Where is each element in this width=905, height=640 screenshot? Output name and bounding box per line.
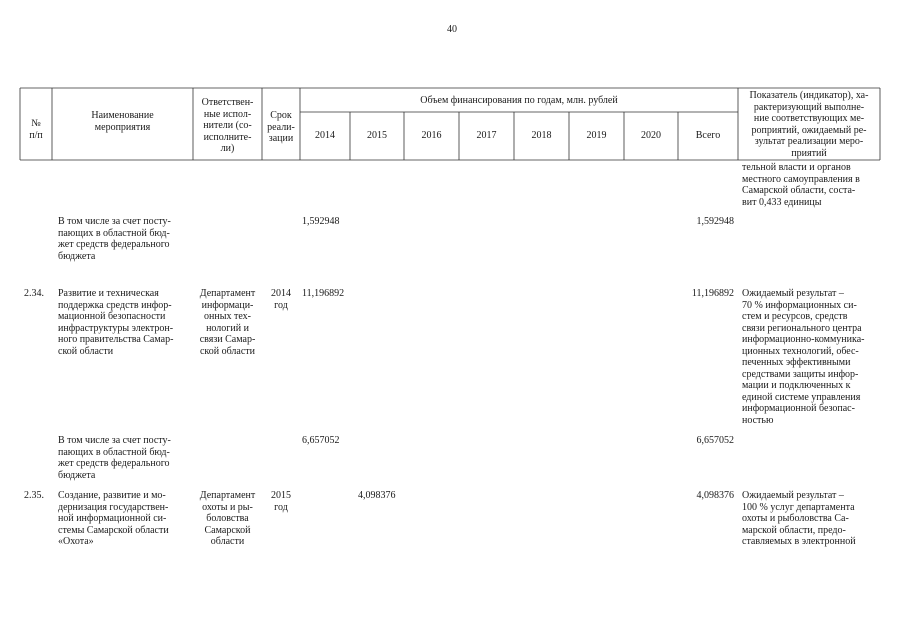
header-num: № п/п	[29, 118, 43, 141]
header-year-2019: 2019	[586, 130, 607, 141]
r235-num: 2.35.	[24, 490, 44, 501]
carry-indicator: тельной власти и органов местного самоуправления в Самарской области, соста- вит 0,433 единицы	[742, 162, 860, 208]
header-year-2015: 2015	[367, 130, 387, 141]
header-year-2014: 2014	[315, 130, 335, 141]
page-number: 40	[447, 24, 457, 35]
sub1-name: В том числе за счет посту- пающих в областной бюд- жет средств федерального бюджета	[58, 216, 171, 262]
header-indicator: Показатель (индикатор), ха- рактеризующий выполне- ние соответствующих ме- роприятий, ожидаемый ре- зультат реализации меро- приятий	[749, 90, 869, 159]
sub2-total: 6,657052	[696, 435, 734, 446]
r235-name: Создание, развитие и мо- дернизация государствен- ной информационной си- стемы Самарской области «Охота»	[58, 490, 169, 547]
r235-term: 2015 год	[271, 490, 291, 513]
header-year-2016: 2016	[421, 130, 442, 141]
header-name: Наименование мероприятия	[91, 110, 154, 133]
header-funding: Объем финансирования по годам, млн. рублей	[420, 95, 618, 106]
header-year-2020: 2020	[641, 130, 661, 141]
sub2-name: В том числе за счет посту- пающих в областной бюд- жет средств федерального бюджета	[58, 435, 171, 481]
r234-term: 2014 год	[271, 288, 291, 311]
r234-num: 2.34.	[24, 288, 44, 299]
r235-indicator: Ожидаемый результат – 100 % услуг департамента охоты и рыболовства Са- марской области, предо- ставляемых в электронной	[742, 490, 856, 547]
r234-value-2014: 11,196892	[302, 288, 345, 299]
header-year-2017: 2017	[476, 130, 497, 141]
sub2-value-2014: 6,657052	[302, 435, 340, 446]
r235-responsible: Департамент охоты и ры- боловства Самарской области	[199, 490, 256, 547]
header-year-2018: 2018	[531, 130, 552, 141]
r234-total: 11,196892	[691, 288, 734, 299]
r234-indicator: Ожидаемый результат – 70 % информационных си- стем и ресурсов, средств связи регионального центра информационно-коммуника- ционных технологий, обес- печенных эффективными средствами защиты инфор- мации и подключенных к единой системе управления информационной безопас- ностью	[742, 288, 865, 426]
r234-name: Развитие и техническая поддержка средств инфор- мационной безопасности инфраструктуры электрон- ного правительства Самар- ской области	[58, 288, 174, 357]
sub1-total: 1,592948	[696, 216, 734, 227]
header-total: Всего	[695, 130, 721, 141]
header-responsible: Ответствен- ные испол- нители (со- исполните- ли)	[201, 97, 254, 154]
r235-total: 4,098376	[696, 490, 734, 501]
r234-responsible: Департамент информаци- онных тех- нологий и связи Самар- ской области	[199, 288, 256, 357]
r235-value-2015: 4,098376	[358, 490, 396, 501]
sub1-value-2014: 1,592948	[302, 216, 340, 227]
header-term: Срок реали- зации	[267, 110, 295, 144]
